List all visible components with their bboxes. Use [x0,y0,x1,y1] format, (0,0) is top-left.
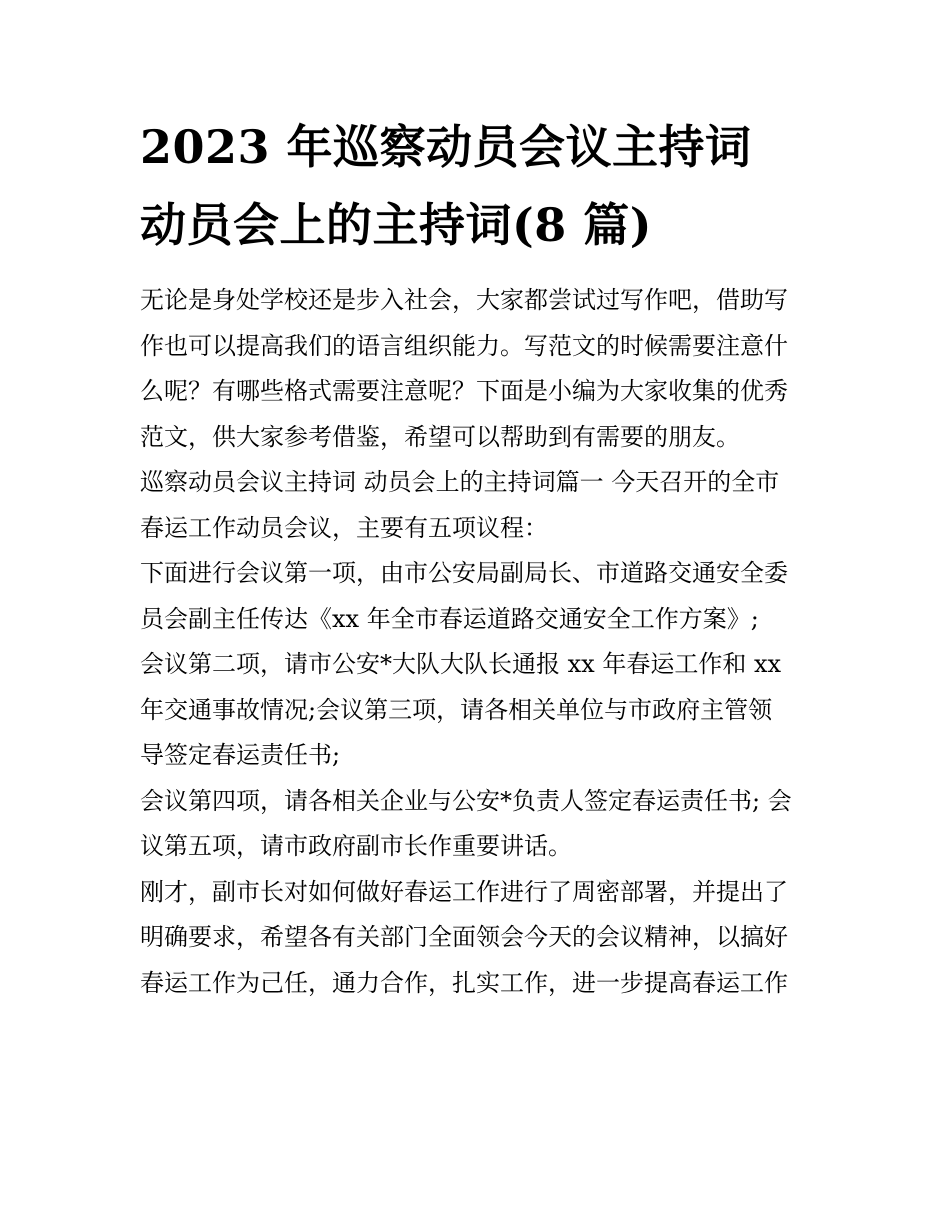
text-line: 刚才，副市长对如何做好春运工作进行了周密部署，并提出了 [140,877,788,906]
text-line: 导签定春运责任书; [140,741,341,769]
title-line-2: 动员会上的主持词(8 篇) [140,198,653,252]
document-content [140,108,820,1006]
text-line: 春运工作为己任，通力合作，扎实工作，进一步提高春运工作 [140,968,788,997]
text-line: 议第五项，请市政府副市长作重要讲话。 [140,832,572,860]
text-line: 巡察动员会议主持词 动员会上的主持词篇一 今天召开的全市 [140,468,780,496]
paragraph-item-1 [140,551,820,642]
document-title [140,108,820,264]
paragraph-intro [140,278,820,460]
text-line: 春运工作动员会议，主要有五项议程： [140,513,548,542]
paragraph-item-4-5 [140,779,820,870]
text-line: 么呢？有哪些格式需要注意呢？下面是小编为大家收集的优秀 [140,377,788,405]
paragraph-item-2-3 [140,642,820,779]
text-line: 无论是身处学校还是步入社会，大家都尝试过写作吧，借助写 [140,286,788,314]
text-line: 作也可以提高我们的语言组织能力。写范文的时候需要注意什 [140,331,788,360]
paragraph-closing [140,870,820,1007]
text-line: 员会副主任传达《xx 年全市春运道路交通安全工作方案》; [140,604,759,633]
text-line: 会议第四项，请各相关企业与公安*负责人签定春运责任书; 会 [140,786,792,815]
text-line: 会议第二项，请市公安*大队大队长通报 xx 年春运工作和 xx [140,650,782,678]
text-line: 下面进行会议第一项，由市公安局副局长、市道路交通安全委 [140,559,788,587]
text-line: 范文，供大家参考借鉴，希望可以帮助到有需要的朋友。 [140,422,740,451]
text-line: 年交通事故情况;会议第三项，请各相关单位与市政府主管领 [140,695,773,724]
text-line: 明确要求，希望各有关部门全面领会今天的会议精神，以搞好 [140,923,788,951]
paragraph-agenda-intro [140,460,820,551]
title-line-1: 2023 年巡察动员会议主持词 [140,120,752,174]
